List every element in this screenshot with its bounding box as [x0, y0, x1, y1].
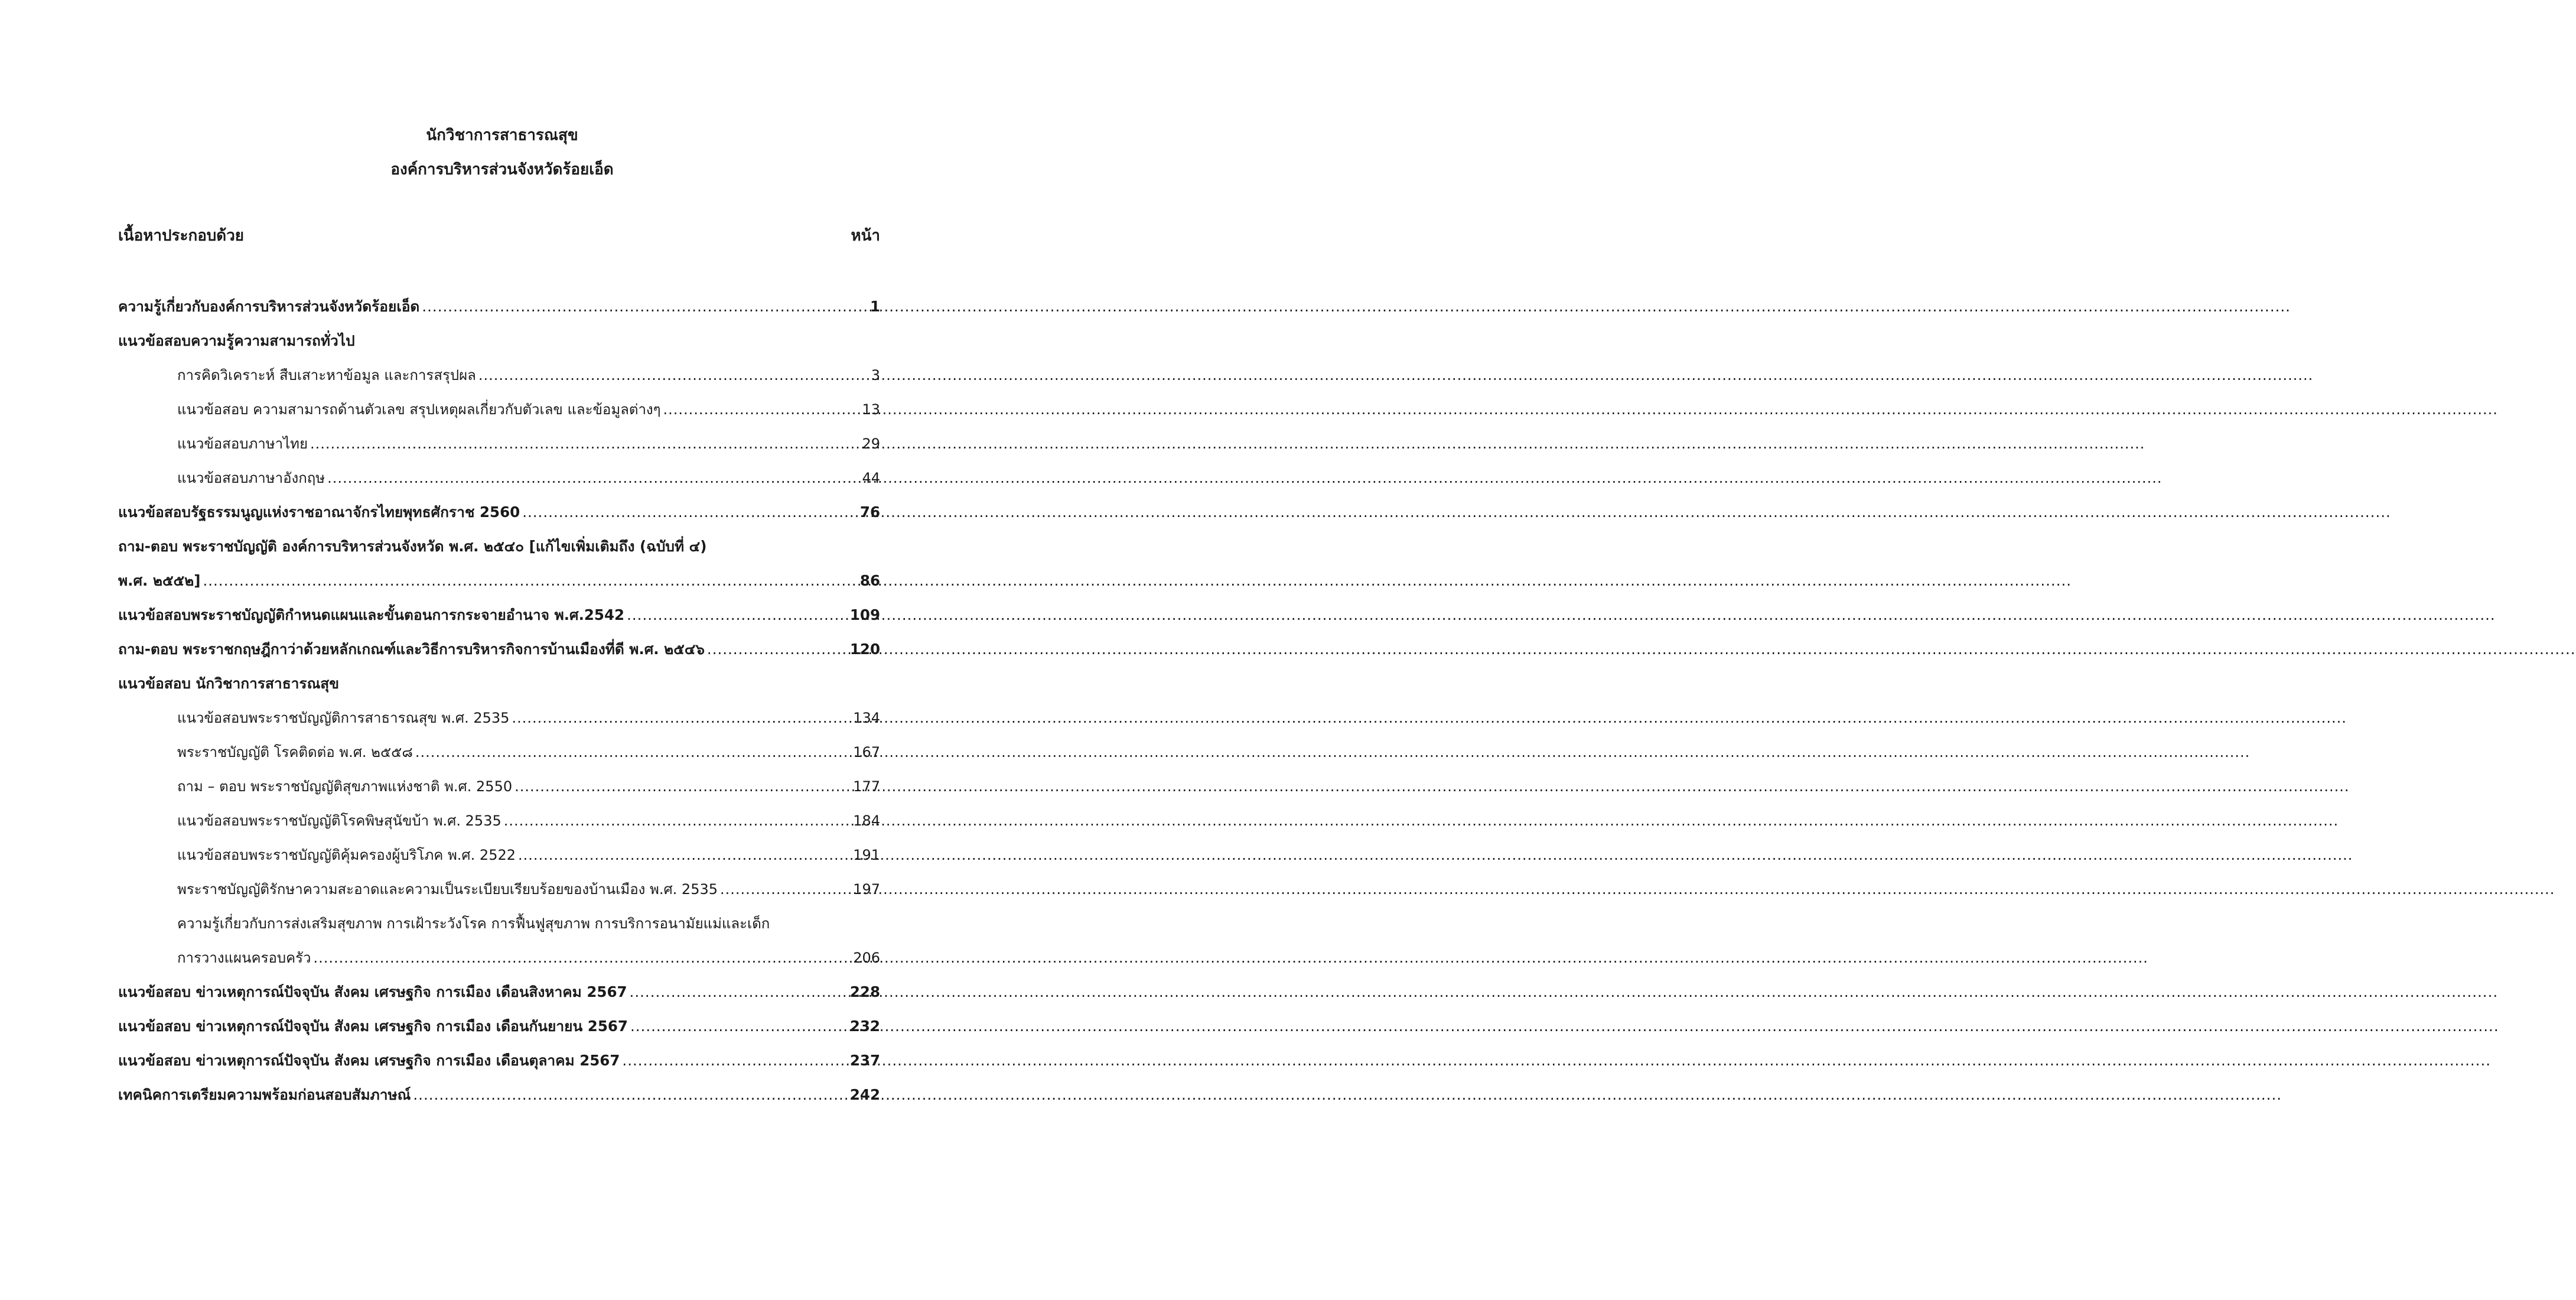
- dot-leader: [514, 769, 851, 804]
- toc-entry: [118, 427, 880, 461]
- toc-entry-label: แนวข้อสอบ ข่าวเหตุการณ์ปัจจุบัน สังคม เศรษฐกิจ การเมือง เดือนสิงหาคม 2567: [118, 983, 627, 1000]
- document-title: [0, 118, 1004, 187]
- toc-entry-label: แนวข้อสอบภาษาไทย: [177, 436, 308, 452]
- toc-entry-label: แนวข้อสอบพระราชบัญญัติโรคพิษสุนัขบ้า พ.ศ. 2535: [177, 812, 501, 829]
- title-line-2: องค์การบริหารส่วนจังหวัดร้อยเอ็ด: [390, 161, 614, 178]
- title-line-1: นักวิชาการสาธารณสุข: [426, 126, 578, 144]
- toc-section-heading: [118, 667, 880, 701]
- toc-entry-page: 197: [853, 881, 880, 898]
- toc-entry: [118, 598, 880, 632]
- toc-entry-label: ถาม-ตอบ พระราชบัญญัติ องค์การบริหารส่วนจังหวัด พ.ศ. ๒๕๔๐ [แก้ไขเพิ่มเติมถึง (ฉบับที่ ๔): [118, 538, 707, 555]
- page-column-heading: หน้า: [851, 227, 880, 245]
- toc-entry-page: 242: [849, 1086, 880, 1103]
- toc-entry: [118, 632, 880, 667]
- toc-entry: [118, 769, 880, 804]
- toc-entry-label: พระราชบัญญัติรักษาความสะอาดและความเป็นระเบียบเรียบร้อยของบ้านเมือง พ.ศ. 2535: [177, 881, 718, 898]
- toc-entry-page: 109: [849, 606, 880, 623]
- toc-entry: [118, 1044, 880, 1078]
- toc-entry: [118, 804, 880, 838]
- dot-leader: [327, 461, 859, 495]
- toc-entry: [118, 495, 880, 529]
- toc-entry-label: พระราชบัญญัติ โรคติดต่อ พ.ศ. ๒๕๕๘: [177, 744, 413, 760]
- toc-entry: [118, 290, 880, 324]
- toc-entry-page: 191: [853, 847, 880, 863]
- dot-leader: [522, 495, 858, 529]
- toc-section-heading: [118, 324, 880, 358]
- toc-entry-continued: [118, 564, 880, 598]
- table-of-contents: [118, 290, 880, 1112]
- toc-entry-page: 167: [853, 744, 880, 760]
- dot-leader: [627, 598, 848, 632]
- toc-entry-page: 228: [849, 983, 880, 1000]
- toc-entry-label: ความรู้เกี่ยวกับองค์การบริหารส่วนจังหวัดร้อยเอ็ด: [118, 298, 420, 315]
- dot-leader: [630, 1009, 848, 1044]
- toc-entry: [118, 461, 880, 495]
- dot-leader: [314, 941, 851, 975]
- toc-entry: [118, 735, 880, 769]
- toc-entry-page: 29: [862, 436, 880, 452]
- dot-leader: [707, 632, 848, 667]
- toc-entry-page: 86: [859, 572, 880, 589]
- toc-entry: [118, 872, 880, 906]
- toc-entry: [118, 906, 880, 941]
- toc-entry-label: แนวข้อสอบ ข่าวเหตุการณ์ปัจจุบัน สังคม เศรษฐกิจ การเมือง เดือนตุลาคม 2567: [118, 1052, 620, 1069]
- dot-leader: [413, 1078, 847, 1112]
- toc-entry: [118, 529, 880, 564]
- dot-leader: [203, 564, 857, 598]
- contents-heading: เนื้อหาประกอบด้วย: [118, 227, 245, 245]
- dot-leader: [310, 427, 859, 461]
- dot-leader: [504, 804, 851, 838]
- toc-entry-page: 134: [853, 710, 880, 726]
- toc-entry-label: การคิดวิเคราะห์ สืบเสาะหาข้อมูล และการสรุปผล: [177, 367, 476, 384]
- dot-leader: [622, 1044, 847, 1078]
- dot-leader: [663, 392, 860, 427]
- toc-entry-page: 76: [859, 503, 880, 521]
- toc-entry-label: การวางแผนครอบครัว: [177, 950, 311, 966]
- toc-entry-label: แนวข้อสอบ นักวิชาการสาธารณสุข: [118, 675, 339, 692]
- toc-entry-label: แนวข้อสอบรัฐธรรมนูญแห่งราชอาณาจักรไทยพุทธศักราช 2560: [118, 503, 520, 521]
- toc-entry-page: 237: [849, 1052, 880, 1069]
- toc-entry-label: แนวข้อสอบพระราชบัญญัติกำหนดแผนและขั้นตอนการกระจายอำนาจ พ.ศ.2542: [118, 606, 625, 623]
- toc-entry: [118, 838, 880, 872]
- toc-entry-continued: [118, 941, 880, 975]
- toc-entry: [118, 701, 880, 735]
- dot-leader: [720, 872, 851, 906]
- toc-entry-label: พ.ศ. ๒๕๕๒]: [118, 572, 201, 589]
- toc-entry-page: 177: [853, 778, 880, 795]
- toc-entry-page: 120: [849, 641, 880, 658]
- toc-entry-label: ความรู้เกี่ยวกับการส่งเสริมสุขภาพ การเฝ้าระวังโรค การฟื้นฟูสุขภาพ การบริการอนามัยแม่และเด็ก: [177, 915, 770, 932]
- toc-entry-page: 184: [853, 812, 880, 829]
- toc-entry-label: แนวข้อสอบพระราชบัญญัติการสาธารณสุข พ.ศ. 2535: [177, 710, 510, 726]
- toc-entry-label: ถาม-ตอบ พระราชกฤษฎีกาว่าด้วยหลักเกณฑ์และวิธีการบริหารกิจการบ้านเมืองที่ดี พ.ศ. ๒๕๔๖: [118, 641, 705, 658]
- toc-entry: [118, 1009, 880, 1044]
- dot-leader: [422, 290, 868, 324]
- toc-entry-page: 1: [869, 298, 880, 315]
- toc-entry: [118, 975, 880, 1009]
- toc-entry-label: เทคนิคการเตรียมความพร้อมก่อนสอบสัมภาษณ์: [118, 1086, 411, 1103]
- toc-entry-page: 44: [862, 470, 880, 486]
- toc-entry: [118, 358, 880, 392]
- dot-leader: [512, 701, 851, 735]
- toc-entry-page: 206: [853, 950, 880, 966]
- toc-entry-label: แนวข้อสอบพระราชบัญญัติคุ้มครองผู้บริโภค พ.ศ. 2522: [177, 847, 516, 863]
- toc-entry-label: ถาม – ตอบ พระราชบัญญัติสุขภาพแห่งชาติ พ.ศ. 2550: [177, 778, 513, 795]
- dot-leader: [415, 735, 851, 769]
- toc-entry-label: แนวข้อสอบ ข่าวเหตุการณ์ปัจจุบัน สังคม เศรษฐกิจ การเมือง เดือนกันยายน 2567: [118, 1018, 628, 1035]
- toc-header: [118, 223, 880, 248]
- toc-entry-label: แนวข้อสอบภาษาอังกฤษ: [177, 470, 325, 486]
- toc-entry: [118, 392, 880, 427]
- toc-entry: [118, 1078, 880, 1112]
- toc-entry-label: แนวข้อสอบ ความสามารถด้านตัวเลข สรุปเหตุผลเกี่ยวกับตัวเลข และข้อมูลต่างๆ: [177, 401, 661, 418]
- toc-entry-page: 13: [862, 401, 880, 418]
- toc-entry-page: 232: [849, 1018, 880, 1035]
- dot-leader: [518, 838, 851, 872]
- toc-entry-label: แนวข้อสอบความรู้ความสามารถทั่วไป: [118, 332, 355, 349]
- dot-leader: [478, 358, 869, 392]
- dot-leader: [630, 975, 848, 1009]
- toc-entry-page: 3: [871, 367, 880, 384]
